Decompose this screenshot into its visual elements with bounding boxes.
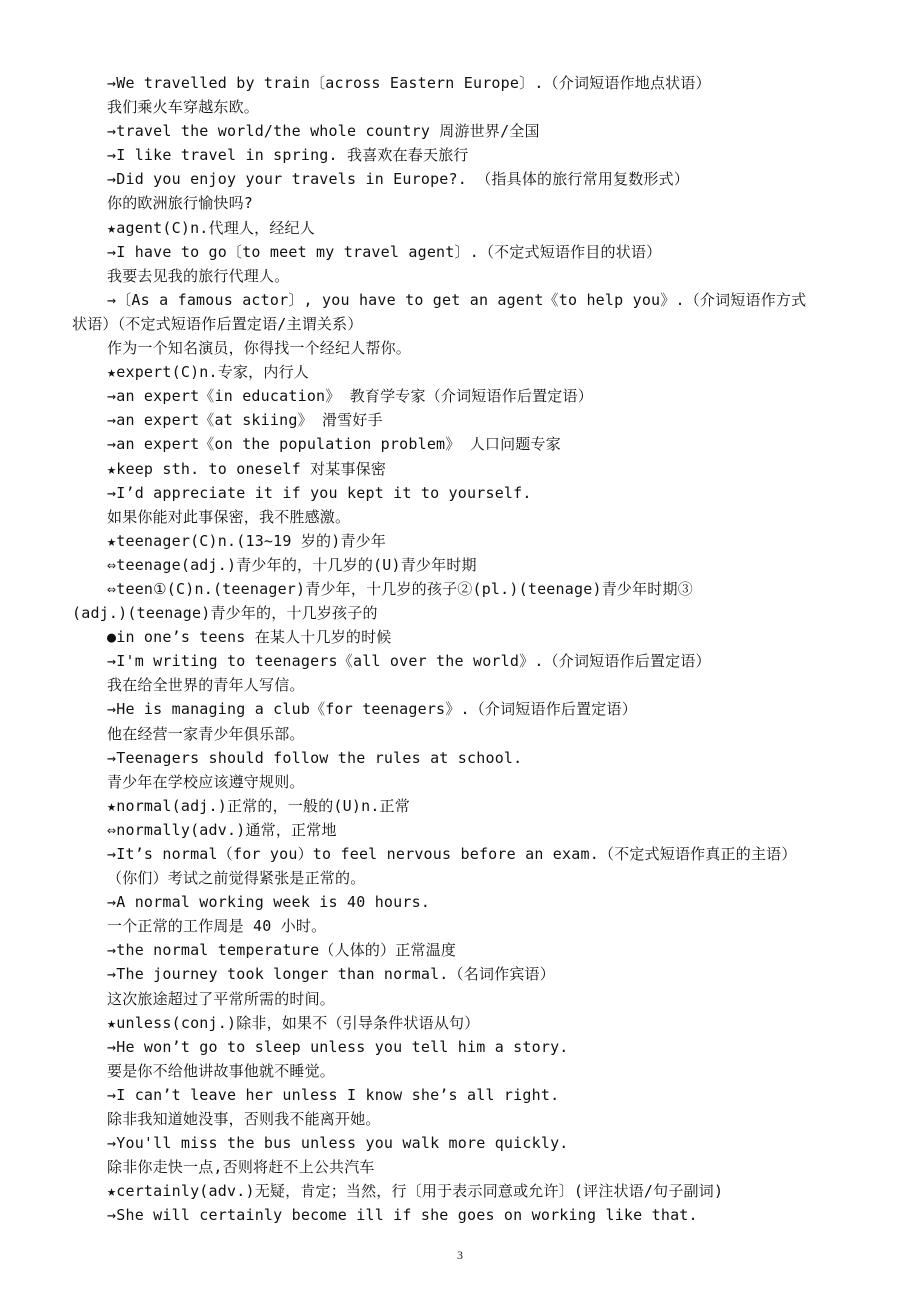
text-line: ★unless(conj.)除非，如果不（引导条件状语从句） bbox=[107, 1013, 480, 1032]
text-line: 状语）（不定式短语作后置定语/主谓关系） bbox=[72, 314, 363, 333]
text-line: →He is managing a club《for teenagers》.（介词短语作后置定语） bbox=[107, 700, 637, 719]
text-line: →The journey took longer than normal.（名词作宾语） bbox=[107, 965, 555, 984]
text-line: ★keep sth. to oneself 对某事保密 bbox=[107, 459, 387, 478]
text-line: 我在给全世界的青年人写信。 bbox=[107, 676, 305, 695]
text-line: →I like travel in spring. 我喜欢在春天旅行 bbox=[107, 146, 469, 165]
text-line: →Did you enjoy your travels in Europe?. （指具体的旅行常用复数形式） bbox=[107, 170, 690, 189]
text-line: →We travelled by train〔across Eastern Europe〕.（介词短语作地点状语） bbox=[107, 74, 711, 92]
text-line: →an expert《in education》 教育学专家（介词短语作后置定语） bbox=[107, 387, 593, 406]
text-line: →It’s normal（for you）to feel nervous before an exam.（不定式短语作真正的主语） bbox=[107, 845, 797, 863]
text-line: →She will certainly become ill if she goes on working like that. bbox=[107, 1206, 698, 1225]
text-line: →an expert《at skiing》 滑雪好手 bbox=[107, 411, 383, 430]
text-line: →I have to go〔to meet my travel agent〕.（不定式短语作目的状语） bbox=[107, 242, 662, 261]
text-line: 要是你不给他讲故事他就不睡觉。 bbox=[107, 1061, 336, 1080]
text-line: →〔As a famous actor〕, you have to get an agent《to help you》.（介词短语作方式 bbox=[107, 290, 807, 309]
text-line: →an expert《on the population problem》 人口问题专家 bbox=[107, 435, 561, 454]
text-line: ★expert(C)n.专家，内行人 bbox=[107, 363, 309, 382]
text-line: 除非你走快一点,否则将赶不上公共汽车 bbox=[107, 1158, 375, 1177]
text-line: ★normal(adj.)正常的，一般的(U)n.正常 bbox=[107, 796, 410, 815]
text-line: ⇔teen①(C)n.(teenager)青少年，十几岁的孩子②(pl.)(teenage)青少年时期③ bbox=[107, 579, 693, 598]
text-line: ★agent(C)n.代理人，经纪人 bbox=[107, 218, 315, 237]
text-line: →He won’t go to sleep unless you tell him a story. bbox=[107, 1037, 569, 1056]
text-line: 我要去见我的旅行代理人。 bbox=[107, 266, 290, 285]
text-line: →the normal temperature（人体的）正常温度 bbox=[107, 941, 457, 960]
text-line: →Teenagers should follow the rules at school. bbox=[107, 748, 523, 767]
text-line: 除非我知道她没事，否则我不能离开她。 bbox=[107, 1110, 381, 1129]
text-line: 他在经营一家青少年俱乐部。 bbox=[107, 724, 305, 743]
text-line: 这次旅途超过了平常所需的时间。 bbox=[107, 989, 336, 1008]
text-line: →A normal working week is 40 hours. bbox=[107, 893, 431, 912]
text-line: →I’d appreciate it if you kept it to yourself. bbox=[107, 483, 532, 502]
text-line: 如果你能对此事保密，我不胜感激。 bbox=[107, 507, 351, 526]
text-line: 你的欧洲旅行愉快吗? bbox=[107, 194, 254, 213]
text-line: 一个正常的工作周是 40 小时。 bbox=[107, 917, 327, 936]
text-line: （你们）考试之前觉得紧张是正常的。 bbox=[107, 869, 366, 888]
text-line: ⇔normally(adv.)通常，正常地 bbox=[107, 820, 337, 839]
text-line: ●in one’s teens 在某人十几岁的时候 bbox=[107, 628, 392, 647]
page-number: 3 bbox=[457, 1248, 463, 1262]
text-line: →travel the world/the whole country 周游世界/全国 bbox=[107, 122, 540, 141]
text-line: ⇔teenage(adj.)青少年的，十几岁的(U)青少年时期 bbox=[107, 555, 477, 574]
text-line: ★certainly(adv.)无疑，肯定；当然，行〔用于表示同意或允许〕(评注状语/句子副词) bbox=[107, 1182, 724, 1201]
text-line: →I can’t leave her unless I know she’s all right. bbox=[107, 1085, 560, 1104]
text-line: 作为一个知名演员，你得找一个经纪人帮你。 bbox=[107, 339, 412, 358]
text-line: (adj.)(teenage)青少年的，十几岁孩子的 bbox=[72, 604, 378, 623]
text-line: →You'll miss the bus unless you walk more quickly. bbox=[107, 1134, 569, 1153]
text-line: ★teenager(C)n.(13~19 岁的)青少年 bbox=[107, 531, 387, 550]
text-line: →I'm writing to teenagers《all over the world》.（介词短语作后置定语） bbox=[107, 652, 711, 671]
text-line: 我们乘火车穿越东欧。 bbox=[107, 98, 260, 117]
document-body bbox=[0, 71, 920, 1228]
text-line: 青少年在学校应该遵守规则。 bbox=[107, 772, 305, 791]
